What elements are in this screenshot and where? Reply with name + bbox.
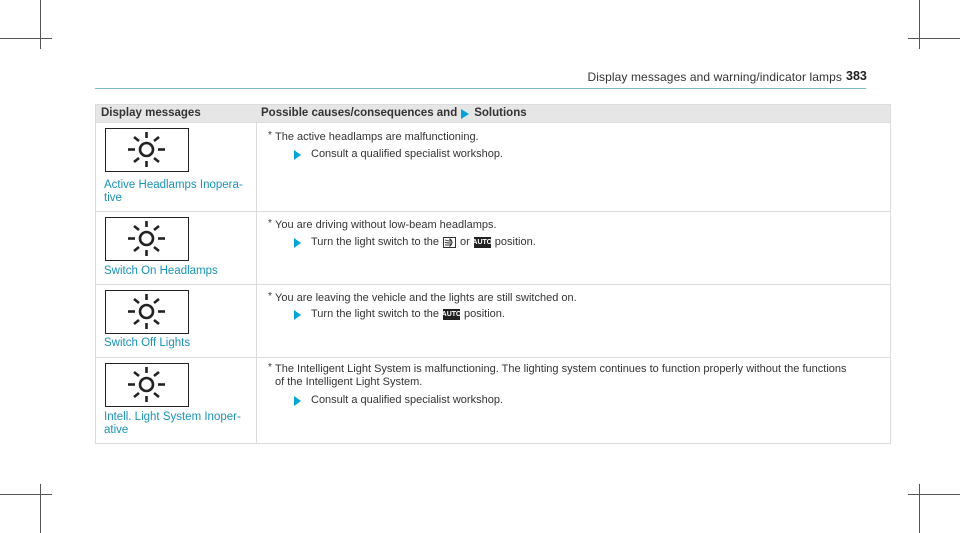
headlamp-fault-icon <box>105 290 189 334</box>
solution-step <box>294 394 503 407</box>
asterisk: * <box>268 291 272 302</box>
cause-text <box>268 218 497 232</box>
cause-line: of the Intelligent Light System. <box>275 376 423 388</box>
solution-step <box>294 236 536 249</box>
step-arrow-icon <box>294 396 301 406</box>
step-arrow-icon <box>294 150 301 160</box>
cause-cell <box>257 212 890 284</box>
cause-line: You are leaving the vehicle and the lights are still switched on. <box>275 292 577 304</box>
message-cell <box>96 123 257 211</box>
table-header <box>96 105 890 122</box>
low-beam-icon <box>443 237 456 248</box>
step-text-or: or <box>460 236 470 248</box>
message-cell <box>96 358 257 443</box>
header-rule <box>95 88 866 89</box>
headlamp-fault-icon <box>105 128 189 172</box>
cause-cell <box>257 358 890 443</box>
message-line: Active Headlamps Inopera- <box>104 179 243 191</box>
solution-arrow-icon <box>461 109 469 119</box>
message-line: Intell. Light System Inoper- <box>104 411 241 423</box>
message-text <box>104 265 218 278</box>
asterisk: * <box>268 218 272 229</box>
auto-icon: AUTO <box>472 239 493 246</box>
table-row <box>96 122 890 211</box>
cause-line: You are driving without low-beam headlamps. <box>275 219 497 231</box>
cause-text <box>268 130 479 144</box>
table-row <box>96 357 890 443</box>
step-arrow-icon <box>294 310 301 320</box>
message-cell <box>96 212 257 284</box>
message-text <box>104 411 241 437</box>
step-text: Consult a qualified specialist workshop. <box>311 148 503 160</box>
crop-mark <box>0 494 52 495</box>
cause-line: The active headlamps are malfunctioning. <box>275 131 479 143</box>
solution-step <box>294 148 503 161</box>
crop-mark <box>908 38 960 39</box>
message-line: Switch Off Lights <box>104 337 191 349</box>
auto-icon: AUTO <box>441 311 462 318</box>
headlamp-fault-icon <box>105 217 189 261</box>
asterisk: * <box>268 130 272 141</box>
cause-text <box>268 362 847 389</box>
column-header-causes-label: Possible causes/consequences and <box>261 107 458 119</box>
cause-cell <box>257 123 890 211</box>
message-line: tive <box>104 192 122 204</box>
crop-mark <box>919 484 920 533</box>
step-text-position: position. <box>464 308 505 320</box>
crop-mark <box>908 494 960 495</box>
cause-text <box>268 291 577 305</box>
crop-mark <box>40 0 41 49</box>
step-text: Consult a qualified specialist workshop. <box>311 394 503 406</box>
crop-mark <box>919 0 920 49</box>
message-cell <box>96 285 257 357</box>
step-text: Turn the light switch to the <box>311 236 439 248</box>
message-text <box>104 179 243 205</box>
column-header-solutions-label: Solutions <box>474 107 527 119</box>
column-header-display-messages: Display messages <box>101 107 201 119</box>
cause-cell <box>257 285 890 357</box>
message-line: Switch On Headlamps <box>104 265 218 277</box>
cause-line: The Intelligent Light System is malfunctioning. The lighting system continues to function properly without the functions <box>275 363 847 375</box>
asterisk: * <box>268 362 272 373</box>
message-text <box>104 337 190 350</box>
messages-table <box>95 104 891 444</box>
step-text: Turn the light switch to the <box>311 308 439 320</box>
table-row <box>96 284 890 357</box>
headlamp-fault-icon <box>105 363 189 407</box>
step-text-position: position. <box>494 236 536 248</box>
column-header-causes <box>257 105 890 122</box>
solution-step <box>294 308 505 321</box>
table-row <box>96 211 890 284</box>
step-arrow-icon <box>294 238 301 248</box>
message-line: ative <box>104 424 129 436</box>
page-header-title: Display messages and warning/indicator lamps <box>587 70 842 84</box>
page-number: 383 <box>846 69 867 83</box>
crop-mark <box>40 484 41 533</box>
crop-mark <box>0 38 52 39</box>
